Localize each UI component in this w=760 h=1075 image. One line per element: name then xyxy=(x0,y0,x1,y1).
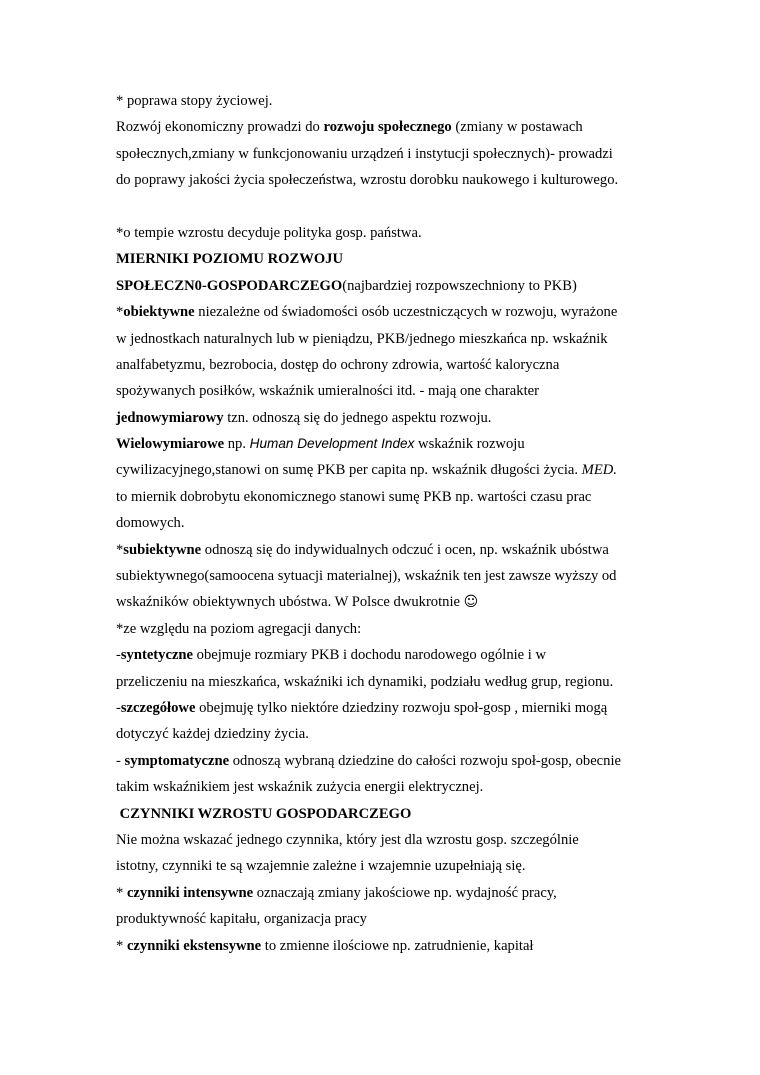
text: takim wskaźnikiem jest wskaźnik zużycia energii elektrycznej. xyxy=(116,779,484,796)
text: obejmuje rozmiary PKB i dochodu narodowego ogólnie i w xyxy=(193,647,547,664)
text: Rozwój ekonomiczny prowadzi do xyxy=(116,119,324,136)
text-line xyxy=(116,616,656,642)
text-line xyxy=(116,669,656,695)
text: *ze względu na poziom agregacji danych: xyxy=(116,620,362,637)
italic-term: MED. xyxy=(581,462,617,479)
text: to zmienne ilościowe np. zatrudnienie, kapitał xyxy=(261,937,534,954)
text: - xyxy=(116,699,121,716)
text-line xyxy=(116,326,656,352)
text-line xyxy=(116,273,656,299)
text-line xyxy=(116,484,656,510)
text: niezależne od świadomości osób uczestniczących w rozwoju, wyrażone xyxy=(194,304,618,321)
text-line xyxy=(116,299,656,325)
text-line xyxy=(116,457,656,483)
text: cywilizacyjnego,stanowi on sumę PKB per capita np. wskaźnik długości życia. xyxy=(116,462,582,479)
text: *o tempie wzrostu decyduje polityka gosp. państwa. xyxy=(116,224,422,241)
text-line xyxy=(116,141,656,167)
text-line xyxy=(116,880,656,906)
text: * xyxy=(116,541,124,558)
text: (zmiany w postawach xyxy=(451,119,583,136)
text-line xyxy=(116,933,656,959)
text: spożywanych posiłków, wskaźnik umieralności itd. - mają one charakter xyxy=(116,383,539,400)
text: (najbardziej rozpowszechniony to PKB) xyxy=(342,277,577,294)
text: przeliczeniu na mieszkańca, wskaźniki ich dynamiki, podziału według grup, regionu. xyxy=(116,673,614,690)
text-line xyxy=(116,88,656,114)
text: * xyxy=(116,304,124,321)
heading-text: SPOŁECZN0-GOSPODARCZEGO xyxy=(116,277,343,294)
text: wskaźników obiektywnych ubóstwa. W Polsce dwukrotnie xyxy=(116,594,464,611)
text-line xyxy=(116,352,656,378)
text: odnoszą wybraną dziedzine do całości rozwoju społ-gosp, obecnie xyxy=(229,752,621,769)
bold-term: szczegółowe xyxy=(120,699,196,716)
text-line xyxy=(116,589,656,615)
heading-text: CZYNNIKI WZROSTU GOSPODARCZEGO xyxy=(116,805,412,822)
text-line xyxy=(116,167,656,193)
text: Nie można wskazać jednego czynnika, który jest dla wzrostu gosp. szczególnie xyxy=(116,831,579,848)
text: obejmuję tylko niektóre dziedziny rozwoju społ-gosp , mierniki mogą xyxy=(195,699,608,716)
text-line xyxy=(116,220,656,246)
text: subiektywnego(samoocena sytuacji materialnej), wskaźnik ten jest zawsze wyższy od xyxy=(116,568,617,585)
bold-term: syntetyczne xyxy=(120,647,194,664)
text-line xyxy=(116,827,656,853)
text-line xyxy=(116,510,656,536)
text-line xyxy=(116,563,656,589)
text: istotny, czynniki te są wzajemnie zależne i wzajemnie uzupełniają się. xyxy=(116,858,526,875)
text-line xyxy=(116,774,656,800)
text-line xyxy=(116,721,656,747)
text-line xyxy=(116,695,656,721)
text: w jednostkach naturalnych lub w pieniądzu, PKB/jednego mieszkańca np. wskaźnik xyxy=(116,330,608,347)
text: - xyxy=(116,647,121,664)
text: produktywność kapitału, organizacja pracy xyxy=(116,911,367,928)
bold-term: symptomatyczne xyxy=(124,752,230,769)
bold-term: obiektywne xyxy=(123,304,195,321)
blank-line xyxy=(116,194,656,220)
text-line xyxy=(116,642,656,668)
section-heading xyxy=(116,246,656,272)
text: tzn. odnoszą się do jednego aspektu rozwoju. xyxy=(223,409,492,426)
heading-text: MIERNIKI POZIOMU ROZWOJU xyxy=(116,251,344,268)
text: analfabetyzmu, bezrobocia, dostęp do ochrony zdrowia, wartość kaloryczna xyxy=(116,356,560,373)
text-line xyxy=(116,378,656,404)
text: * poprawa stopy życiowej. xyxy=(116,93,273,109)
bold-term: Wielowymiarowe xyxy=(116,436,225,453)
text: oznaczają zmiany jakościowe np. wydajność pracy, xyxy=(253,884,557,901)
bold-term: jednowymiarowy xyxy=(116,409,224,426)
section-heading xyxy=(116,801,656,827)
text: do poprawy jakości życia społeczeństwa, wzrostu dorobku naukowego i kulturowego. xyxy=(116,172,619,189)
smiley-icon: ☺ xyxy=(463,594,479,611)
bold-term: czynniki intensywne xyxy=(126,884,254,901)
text: np. xyxy=(224,436,250,453)
text: dotyczyć każdej dziedziny życia. xyxy=(116,726,309,743)
bold-term: czynniki ekstensywne xyxy=(126,937,262,954)
text-line xyxy=(116,405,656,431)
text-line xyxy=(116,537,656,563)
bold-term: rozwoju społecznego xyxy=(323,119,452,136)
text-line xyxy=(116,431,656,457)
text: - xyxy=(116,752,125,769)
bold-term: subiektywne xyxy=(123,541,202,558)
text: * xyxy=(116,884,127,901)
text-line xyxy=(116,906,656,932)
text: społecznych,zmiany w funkcjonowaniu urządzeń i instytucji społecznych)- prowadzi xyxy=(116,145,613,162)
text: to miernik dobrobytu ekonomicznego stanowi sumę PKB np. wartości czasu prac xyxy=(116,488,592,505)
text-line xyxy=(116,853,656,879)
document-body xyxy=(116,88,656,959)
text-line xyxy=(116,114,656,140)
text: domowych. xyxy=(116,515,185,532)
text: wskaźnik rozwoju xyxy=(414,436,525,453)
text: * xyxy=(116,937,127,954)
text-line xyxy=(116,748,656,774)
text: odnoszą się do indywidualnych odczuć i ocen, np. wskaźnik ubóstwa xyxy=(201,541,609,558)
italic-term: Human Development Index xyxy=(249,436,415,452)
